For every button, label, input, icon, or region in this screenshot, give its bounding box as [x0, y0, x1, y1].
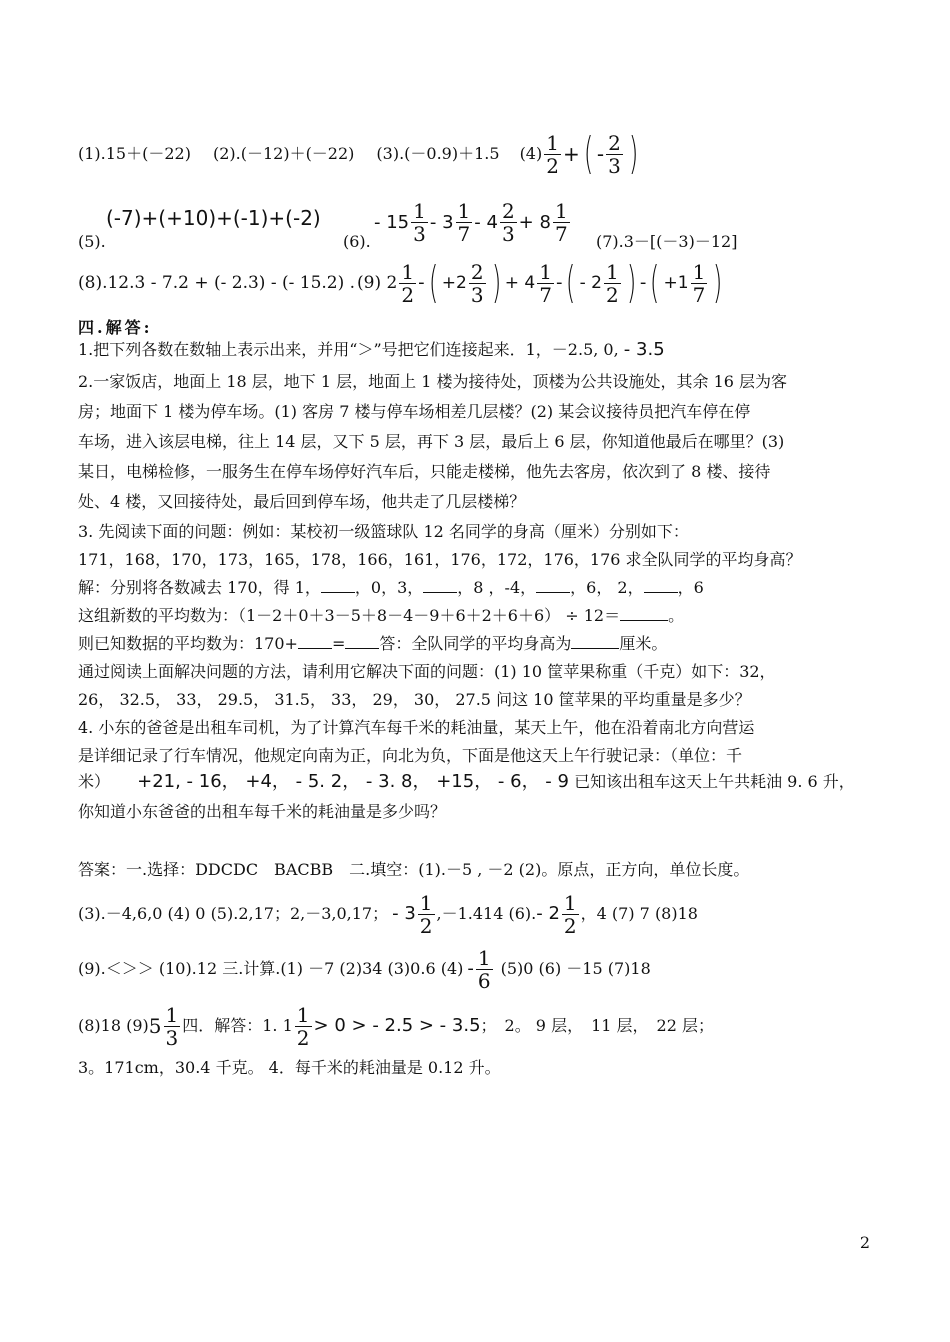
question-2-line-5: 处、4 楼，又回接待处，最后回到停车场，他共走了几层楼梯？ [78, 492, 526, 511]
question-3-line-7: 26， 32.5， 33， 29.5， 31.5， 33， 29， 30， 27.5 问这 10 筐苹果的平均重量是多少？ [78, 690, 751, 709]
problem-4-label: (4) [519, 144, 543, 163]
section-4-heading: 四.解答: [78, 318, 153, 337]
problem-1: (1).15＋(－22) [78, 144, 191, 163]
fraction: 1 2 [546, 130, 559, 178]
calc-row-3: (8).12.3 - 7.2 + (- 2.3) - (- 15.2) . (9) 2 1 2 - ( +2 2 3 ) + 4 1 7 - ( - 2 1 2 ) - ( +1 1 7 ) [78, 257, 723, 308]
problem-6-expr: - 15 1 3 - 3 1 7 - 4 2 3 + 8 1 7 [374, 199, 568, 246]
problem-5-label: (5). [78, 232, 106, 251]
page-number: 2 [859, 1233, 870, 1252]
problem-7: (7).3－[(－3)－12] [596, 232, 738, 251]
question-2-line-1: 2.一家饭店，地面上 18 层，地下 1 层，地面上 1 楼为接待处，顶楼为公共设施处，其余 16 层为客 [78, 372, 788, 391]
question-3-line-3: 解：分别将各数减去 170，得 1， ，0，3， ，8 ，-4， ，6， 2， ，6 [78, 578, 704, 597]
question-3-line-4: 这组新数的平均数为：（1－2＋0＋3－5＋8－4－9＋6＋2＋6＋6） ÷ 12＝ 。 [78, 606, 685, 625]
fraction: 2 3 [608, 130, 621, 178]
answers-line-3: (9).＜＞＞ (10).12 三.计算.(1) －7 (2)34 (3)0.6 (4) - 1 6 (5)0 (6) －15 (7)18 [78, 945, 651, 993]
question-3-line-6: 通过阅读上面解决问题的方法，请利用它解决下面的问题：(1) 10 筐苹果称重（千克）如下：32， [78, 662, 776, 681]
problem-5-expr: (-7)+(+10)+(-1)+(-2) [106, 206, 321, 230]
problem-9-label: (9) 2 [357, 273, 398, 293]
calc-row-1: (1).15＋(－22) (2).(－12)＋(－22) (3).(－0.9)＋1.5 (4) 1 2 + ( - 2 3 ) [78, 128, 639, 179]
problem-3: (3).(－0.9)＋1.5 [376, 144, 500, 163]
problem-8: (8).12.3 - 7.2 + (- 2.3) - (- 15.2) . [78, 273, 356, 293]
problem-2: (2).(－12)＋(－22) [212, 144, 355, 163]
question-2-line-2: 房；地面下 1 楼为停车场。(1) 客房 7 楼与停车场相差几层楼？(2) 某会议接待员把汽车停在停 [78, 402, 751, 421]
question-2-line-3: 车场，进入该层电梯，往上 14 层，又下 5 层，再下 3 层，最后上 6 层，你知道他最后在哪里？(3) [78, 432, 785, 451]
answers-line-1: 答案：一.选择：DDCDC BACBB 二.填空：(1).－5 , －2 (2)。原点，正方向，单位长度。 [78, 860, 750, 879]
question-4-line-1: 4. 小东的爸爸是出租车司机，为了计算汽车每千米的耗油量，某天上午，他在沿着南北方向营运 [78, 718, 755, 737]
question-2-line-4: 某日，电梯检修，一服务生在停车场停好汽车后，只能走楼梯，他先去客房，依次到了 8 楼、接待 [78, 462, 771, 481]
question-4-line-2: 是详细记录了行车情况，他规定向南为正，向北为负，下面是他这天上午行驶记录：（单位：千 [78, 746, 743, 765]
question-4-line-3: 米） +21, - 16， +4， - 5. 2， - 3. 8， +15， - 6， - 9 已知该出租车这天上午共耗油 9. 6 升， [78, 771, 855, 792]
question-3-line-5: 则已知数据的平均数为：170+ = 答：全队同学的平均身高为 厘米。 [78, 634, 668, 653]
answers-line-2: (3).－4,6,0 (4) 0 (5).2,17；2,－3,0,17； - 3 1 2 ,－1.414 (6). - 2 1 2 ，4 (7) 7 (8)18 [78, 890, 698, 938]
problem-6-label: (6). [343, 232, 371, 251]
question-3-line-2: 171，168，170，173，165，178，166，161，176，172，176，176 求全队同学的平均身高？ [78, 550, 802, 569]
answers-line-4: (8)18 (9) 5 1 3 四．解答：1. 1 1 2 > 0 > - 2.5 > - 3.5 ； 2。 9 层， 11 层， 22 层； [78, 1002, 714, 1050]
question-1: 1.把下列各数在数轴上表示出来，并用“＞”号把它们连接起来．1，－2.5, 0, - 3.5 [78, 339, 665, 360]
answers-line-5: 3。171cm，30.4 千克。 4．每千米的耗油量是 0.12 升。 [78, 1058, 501, 1077]
question-4-line-4: 你知道小东爸爸的出租车每千米的耗油量是多少吗？ [78, 802, 447, 821]
question-3-line-1: 3. 先阅读下面的问题：例如：某校初一级篮球队 12 名同学的身高（厘米）分别如下： [78, 522, 689, 541]
